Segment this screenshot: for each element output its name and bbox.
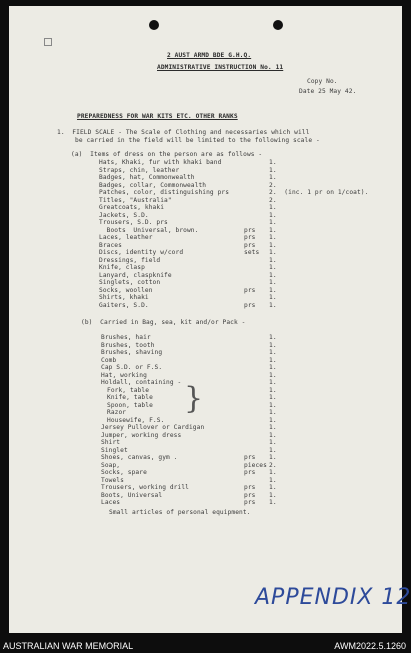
list-item-name: Razor <box>107 409 127 416</box>
list-item-qty: 1. <box>269 279 277 286</box>
punch-hole-right <box>273 20 283 30</box>
list-item-name: Singlet <box>101 446 128 454</box>
list-item-name: Holdall, containing - <box>101 379 182 386</box>
list-item-qty: 1. <box>269 271 277 279</box>
list-item-qty: 2. <box>269 461 277 469</box>
list-item-name: Hat, working <box>101 371 147 379</box>
section-title: PREPAREDNESS FOR WAR KITS ETC. OTHER RANKS <box>77 113 238 120</box>
list-item-unit: prs <box>244 454 256 461</box>
list-item-qty: 1. <box>269 416 277 424</box>
list-item-qty: 1. <box>269 211 277 219</box>
list-item-unit: prs <box>244 241 256 249</box>
list-item-qty: 1. <box>269 484 277 491</box>
list-item-qty: 1. <box>269 341 277 349</box>
list-item-name: Discs, identity w/cord <box>99 249 184 256</box>
list-item-name: Shoes, canvas, gym . <box>101 454 178 461</box>
list-item-name: Gaiters, S.D. <box>99 301 149 309</box>
list-item-qty: 1. <box>269 334 277 341</box>
list-item-name: Badges, collar, Commonwealth <box>99 181 207 189</box>
list-item-qty: 2. <box>269 196 277 204</box>
list-item-name: Jersey Pullover or Cardigan <box>101 424 205 431</box>
holdall-brace: } <box>184 381 204 416</box>
list-item-qty: 1. <box>269 356 277 364</box>
list-item-qty: 1. <box>269 349 277 356</box>
list-item-name: Laces, leather <box>99 234 153 241</box>
list-item-name: Brushes, tooth <box>101 341 155 349</box>
list-item-name: Shirt <box>101 439 121 446</box>
list-item-unit: prs <box>244 491 256 499</box>
document-page <box>9 6 402 633</box>
punch-hole-left <box>149 20 159 30</box>
list-item-name: Jackets, S.D. <box>99 211 149 219</box>
list-item-qty: 1. <box>269 241 277 249</box>
list-item-unit: prs <box>244 469 256 476</box>
list-item-name: Trousers, working drill <box>101 484 189 491</box>
list-item-qty: 1. <box>269 286 277 294</box>
subheading-b: (b) Carried in Bag, sea, kit and/or Pack - <box>81 319 246 326</box>
list-item-name: Patches, color, distinguishing prs <box>99 189 230 196</box>
copy-number: Copy No. <box>307 78 338 85</box>
list-item-qty: 1. <box>269 166 277 174</box>
list-item-qty: 2. (inc. 1 pr on 1/coat). <box>269 189 369 196</box>
list-item-qty: 1. <box>269 159 277 166</box>
list-item-name: Shirts, khaki <box>99 294 149 301</box>
list-item-qty: 1. <box>269 226 277 234</box>
list-item-unit: pieces <box>244 461 267 469</box>
list-item-qty: 1. <box>269 476 277 484</box>
subheading-a: (a) Items of dress on the person are as follows - <box>71 151 263 158</box>
list-item-qty: 1. <box>269 446 277 454</box>
list-item-qty: 1. <box>269 469 277 476</box>
list-item-name: Comb <box>101 356 117 364</box>
list-item-qty: 1. <box>269 234 277 241</box>
list-item-name: Brushes, hair <box>101 334 151 341</box>
list-item-qty: 1. <box>269 174 277 181</box>
list-item-name: Greatcoats, khaki <box>99 204 165 211</box>
list-item-name: Braces <box>99 241 122 249</box>
list-item-name: Boots Universal, brown. <box>99 226 199 234</box>
header-line-1: 2 AUST ARMD BDE G.H.Q. <box>167 52 252 59</box>
closing-line: Small articles of personal equipment. <box>109 509 251 516</box>
list-item-qty: 1. <box>269 301 277 309</box>
handwritten-appendix: APPENDIX 12 <box>255 585 411 610</box>
list-item-qty: 1. <box>269 424 277 431</box>
list-item-name: Laces <box>101 499 121 506</box>
list-item-name: Dressings, field <box>99 256 161 264</box>
list-item-name: Singlets, cotton <box>99 279 161 286</box>
list-item-unit: prs <box>244 499 256 506</box>
list-item-name: Soap, <box>101 461 121 469</box>
list-item-name: Lanyard, claspknife <box>99 271 172 279</box>
list-item-qty: 1. <box>269 264 277 271</box>
list-item-qty: 1. <box>269 256 277 264</box>
list-item-qty: 1. <box>269 249 277 256</box>
footer-accession: AWM2022.5.1260 <box>334 641 406 651</box>
list-item-qty: 1. <box>269 379 277 386</box>
list-item-qty: 1. <box>269 219 277 226</box>
list-item-name: Jumper, working dress <box>101 431 182 439</box>
list-item-qty: 1. <box>269 401 277 409</box>
list-item-unit: prs <box>244 226 256 234</box>
list-item-name: Spoon, table <box>107 401 153 409</box>
corner-mark <box>44 38 52 46</box>
list-item-qty: 1. <box>269 294 277 301</box>
list-item-qty: 2. <box>269 181 277 189</box>
list-item-name: Towels <box>101 476 124 484</box>
list-item-unit: prs <box>244 484 256 491</box>
list-item-name: Hats, Khaki, fur with khaki band <box>99 159 222 166</box>
list-item-qty: 1. <box>269 371 277 379</box>
list-item-qty: 1. <box>269 394 277 401</box>
list-item-name: Socks, spare <box>101 469 147 476</box>
list-item-name: Cap S.D. or F.S. <box>101 364 163 371</box>
list-item-qty: 1. <box>269 364 277 371</box>
list-item-name: Fork, table <box>107 386 150 394</box>
list-item-name: Brushes, shaving <box>101 349 163 356</box>
list-item-name: Titles, "Australia" <box>99 196 172 204</box>
list-item-name: Badges, hat, Commonwealth <box>99 174 195 181</box>
list-item-unit: prs <box>244 234 256 241</box>
list-item-name: Straps, chin, leather <box>99 166 180 174</box>
header-line-2: ADMINISTRATIVE INSTRUCTION No. 11 <box>157 64 284 71</box>
list-item-qty: 1. <box>269 431 277 439</box>
list-item-unit: sets <box>244 249 260 256</box>
list-item-name: Housewife, F.S. <box>107 416 165 424</box>
list-item-unit: prs <box>244 286 256 294</box>
list-item-unit: prs <box>244 301 256 309</box>
document-date: Date 25 May 42. <box>299 88 357 95</box>
footer-credit: AUSTRALIAN WAR MEMORIAL <box>3 641 134 651</box>
list-item-qty: 1. <box>269 499 277 506</box>
list-item-qty: 1. <box>269 454 277 461</box>
list-item-name: Boots, Universal <box>101 491 163 499</box>
list-item-qty: 1. <box>269 386 277 394</box>
list-item-name: Socks, woollen <box>99 286 153 294</box>
list-item-qty: 1. <box>269 409 277 416</box>
list-item-qty: 1. <box>269 439 277 446</box>
paragraph-1-lead: 1. FIELD SCALE - The Scale of Clothing and necessaries which will <box>57 129 310 136</box>
list-item-name: Knife, clasp <box>99 264 145 271</box>
list-item-qty: 1. <box>269 204 277 211</box>
list-item-qty: 1. <box>269 491 277 499</box>
list-item-name: Trousers, S.D. prs <box>99 219 168 226</box>
paragraph-1-cont: be carried in the field will be limited to the following scale - <box>75 137 320 144</box>
list-item-name: Knife, table <box>107 394 153 401</box>
